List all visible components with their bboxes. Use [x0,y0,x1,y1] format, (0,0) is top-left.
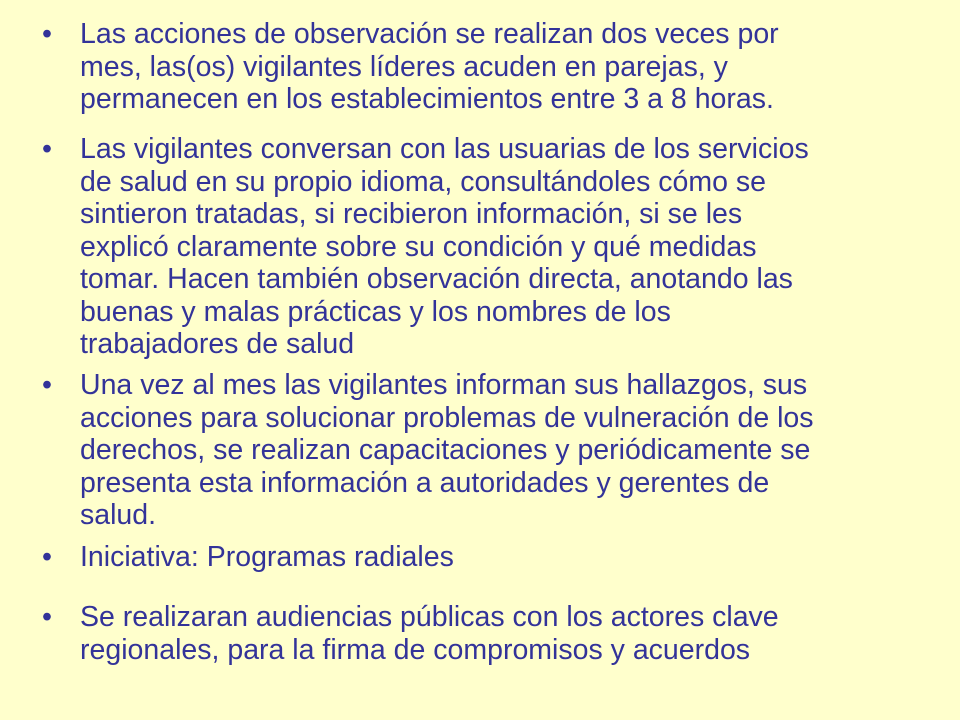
bullet-text [80,133,922,361]
bullet-text [80,369,922,532]
text-line: sintieron tratadas, si recibieron información, si se les [80,198,743,230]
text-line: Iniciativa: Programas radiales [80,541,454,573]
bullet-item-monthly-report [42,369,922,532]
bullet-text [80,601,922,666]
bullet-text [80,18,922,116]
bullet-item-observation-actions [42,18,922,116]
text-line: tomar. Hacen también observación directa, anotando las [80,263,793,295]
bullet-icon: • [42,133,52,165]
bullet-text [80,541,922,574]
text-line: presenta esta información a autoridades y gerentes de [80,466,770,499]
text-line: Una vez al mes las vigilantes informan sus hallazgos, sus [80,369,808,401]
text-line: acciones para solucionar problemas de vulneración de los [80,401,814,434]
text-line: mes, las(os) vigilantes líderes acuden en parejas, y [80,50,728,83]
text-line: Las vigilantes conversan con las usuarias de los servicios [80,133,809,165]
text-line: regionales, para la firma de compromisos y acuerdos [80,633,751,666]
text-line: explicó claramente sobre su condición y qué medidas [80,230,757,263]
text-line: buenas y malas prácticas y los nombres de los [80,295,671,328]
text-line: permanecen en los establecimientos entre 3 a 8 horas. [80,83,774,115]
text-line: derechos, se realizan capacitaciones y periódicamente se [80,434,811,466]
bullet-item-radio-programs [42,541,922,574]
bullet-icon: • [42,601,52,633]
bullet-icon: • [42,541,52,573]
bullet-item-user-conversations [42,133,922,361]
bullet-icon: • [42,369,52,401]
text-line: Se realizaran audiencias públicas con los actores clave [80,601,779,633]
text-line: de salud en su propio idioma, consultándoles cómo se [80,165,767,198]
text-line: salud. [80,499,157,531]
bullet-item-public-hearings [42,601,922,666]
bullet-icon: • [42,18,52,50]
text-line: Las acciones de observación se realizan dos veces por [80,18,779,50]
text-line: trabajadores de salud [80,328,355,360]
